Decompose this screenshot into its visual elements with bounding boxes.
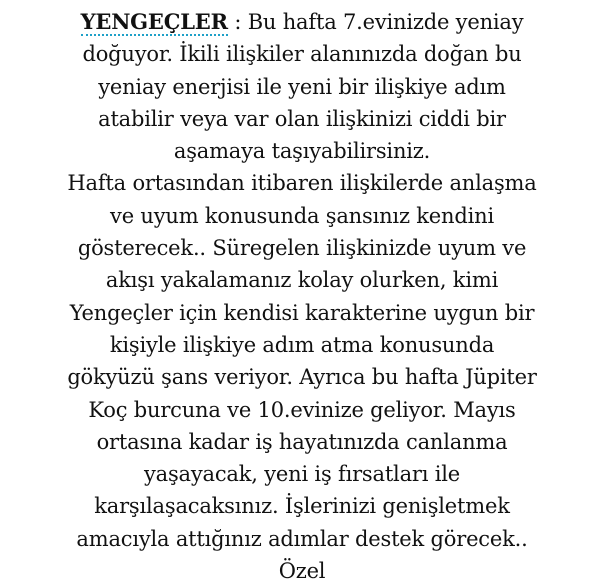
article-line-16: karşılaşacaksınız. İşlerinizi genişletmek bbox=[94, 494, 510, 519]
article-line-1-text: : Bu hafta 7.evinizde yeniay bbox=[227, 10, 524, 34]
article-line-8: gösterecek.. Süregelen ilişkinizde uyum ve bbox=[77, 236, 527, 261]
article-line-6: Hafta ortasından itibaren ilişkilerde anlaşma bbox=[67, 171, 537, 196]
article-line-18-partial: Özel bbox=[278, 559, 326, 584]
article-line-12: gökyüzü şans veriyor. Ayrıca bu hafta Jüpiter bbox=[67, 365, 537, 390]
article-line-5: aşamaya taşıyabilirsiniz. bbox=[173, 139, 431, 164]
article-line-9: akışı yakalamanız kolay olurken, kimi bbox=[105, 268, 499, 293]
article-line-17: amacıyla attığınız adımlar destek görecek.. bbox=[76, 526, 528, 551]
article-line-2: doğuyor. İkili ilişkiler alanınızda doğan bu bbox=[82, 42, 522, 67]
article-line-1 bbox=[0, 6, 604, 38]
article-line-14: ortasına kadar iş hayatınızda canlanma bbox=[96, 429, 508, 454]
horoscope-article bbox=[0, 6, 604, 584]
article-line-10: Yengeçler için kendisi karakterine uygun bir bbox=[69, 300, 535, 325]
article-line-11: kişiyle ilişkiye adım atma konusunda bbox=[109, 332, 495, 357]
sign-heading: YENGEÇLER bbox=[80, 9, 228, 34]
article-line-13: Koç burcuna ve 10.evinize geliyor. Mayıs bbox=[88, 397, 516, 422]
article-line-4: atabilir veya var olan ilişkinizi ciddi bir bbox=[98, 106, 506, 131]
article-line-7: ve uyum konusunda şansınız kendini bbox=[110, 203, 494, 228]
article-line-3: yeniay enerjisi ile yeni bir ilişkiye adım bbox=[98, 74, 506, 99]
article-line-15: yaşayacak, yeni iş fırsatları ile bbox=[144, 462, 460, 487]
